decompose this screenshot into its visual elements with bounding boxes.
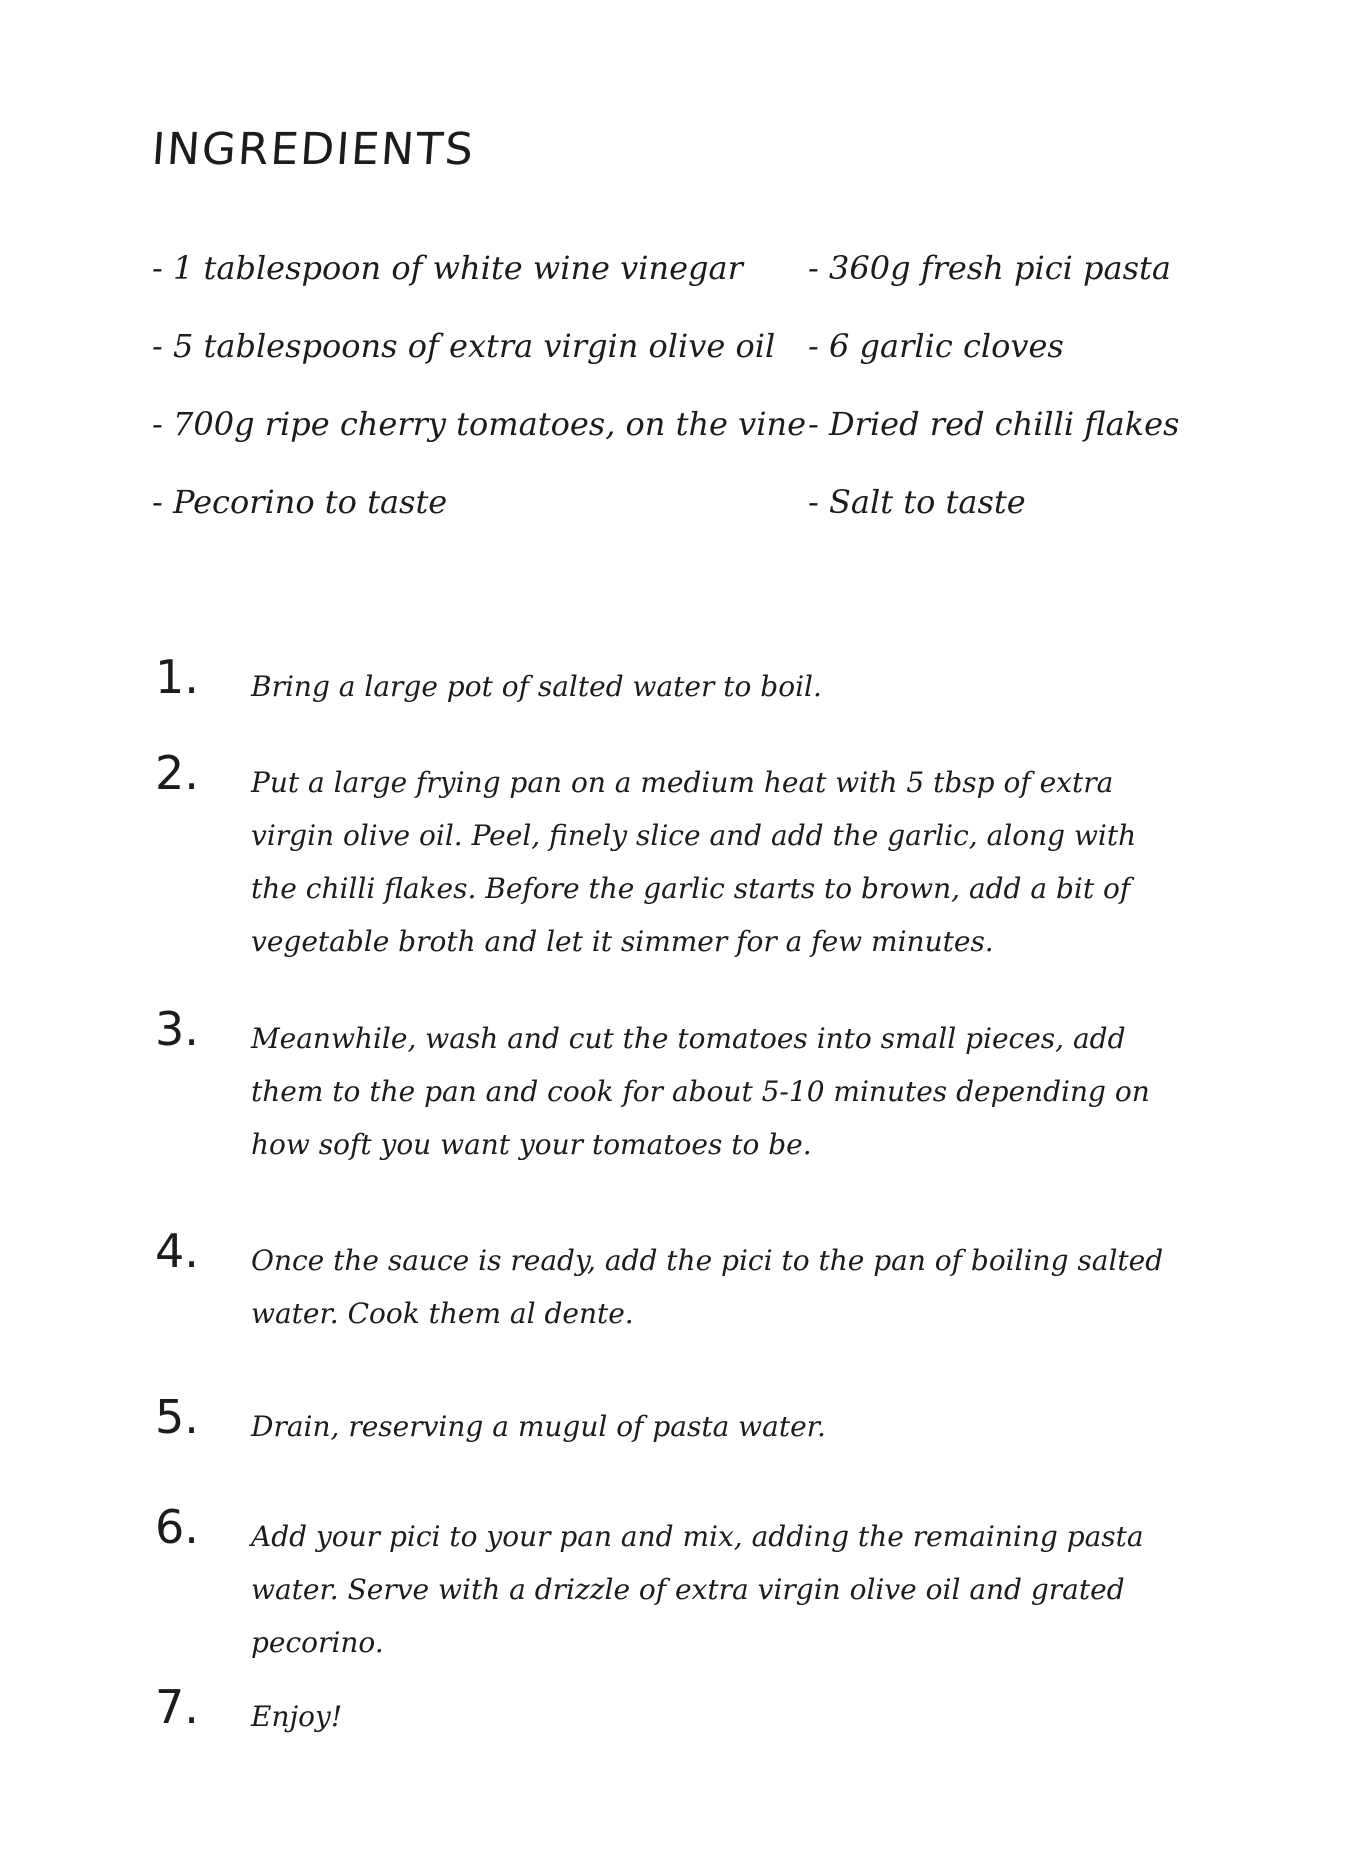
step-number: 6. [155,1500,199,1554]
ingredients-heading: INGREDIENTS [150,124,477,175]
step-number: 1. [155,650,199,704]
step-number: 3. [155,1002,199,1056]
step-text: Once the sauce is ready, add the pici to the pan of boiling salted water. Cook them al dente. [251,1244,1164,1330]
ingredient-item: - Salt to taste [808,483,1026,521]
step-text: Bring a large pot of salted water to boil. [251,670,822,703]
step-number: 4. [155,1224,199,1278]
ingredient-item: - Pecorino to taste [152,483,448,521]
ingredient-item: - Dried red chilli flakes [808,405,1180,443]
step-text: Meanwhile, wash and cut the tomatoes into small pieces, add them to the pan and cook for about 5-10 minutes depending on how soft you want your tomatoes to be. [251,1022,1150,1161]
step-text: Enjoy! [251,1700,343,1733]
ingredient-item: - 5 tablespoons of extra virgin olive oil [152,327,776,365]
ingredient-item: - 1 tablespoon of white wine vinegar [152,249,743,287]
step-text: Drain, reserving a mugul of pasta water. [251,1410,826,1443]
step-number: 7. [155,1680,199,1734]
ingredients-list [152,249,1202,532]
step-text: Add your pici to your pan and mix, adding the remaining pasta water. Serve with a drizzle of extra virgin olive oil and grated pecorino. [251,1520,1144,1659]
step-number: 5. [155,1390,199,1444]
step-text: Put a large frying pan on a medium heat with 5 tbsp of extra virgin olive oil. Peel, finely slice and add the garlic, along with the chilli flakes. Before the garlic starts to brown, add a bit of vegetable broth and let it simmer for a few minutes. [251,766,1137,958]
ingredient-item: - 360g fresh pici pasta [808,249,1171,287]
step-number: 2. [155,746,199,800]
ingredient-item: - 6 garlic cloves [808,327,1064,365]
ingredient-item: - 700g ripe cherry tomatoes, on the vine [152,405,807,443]
